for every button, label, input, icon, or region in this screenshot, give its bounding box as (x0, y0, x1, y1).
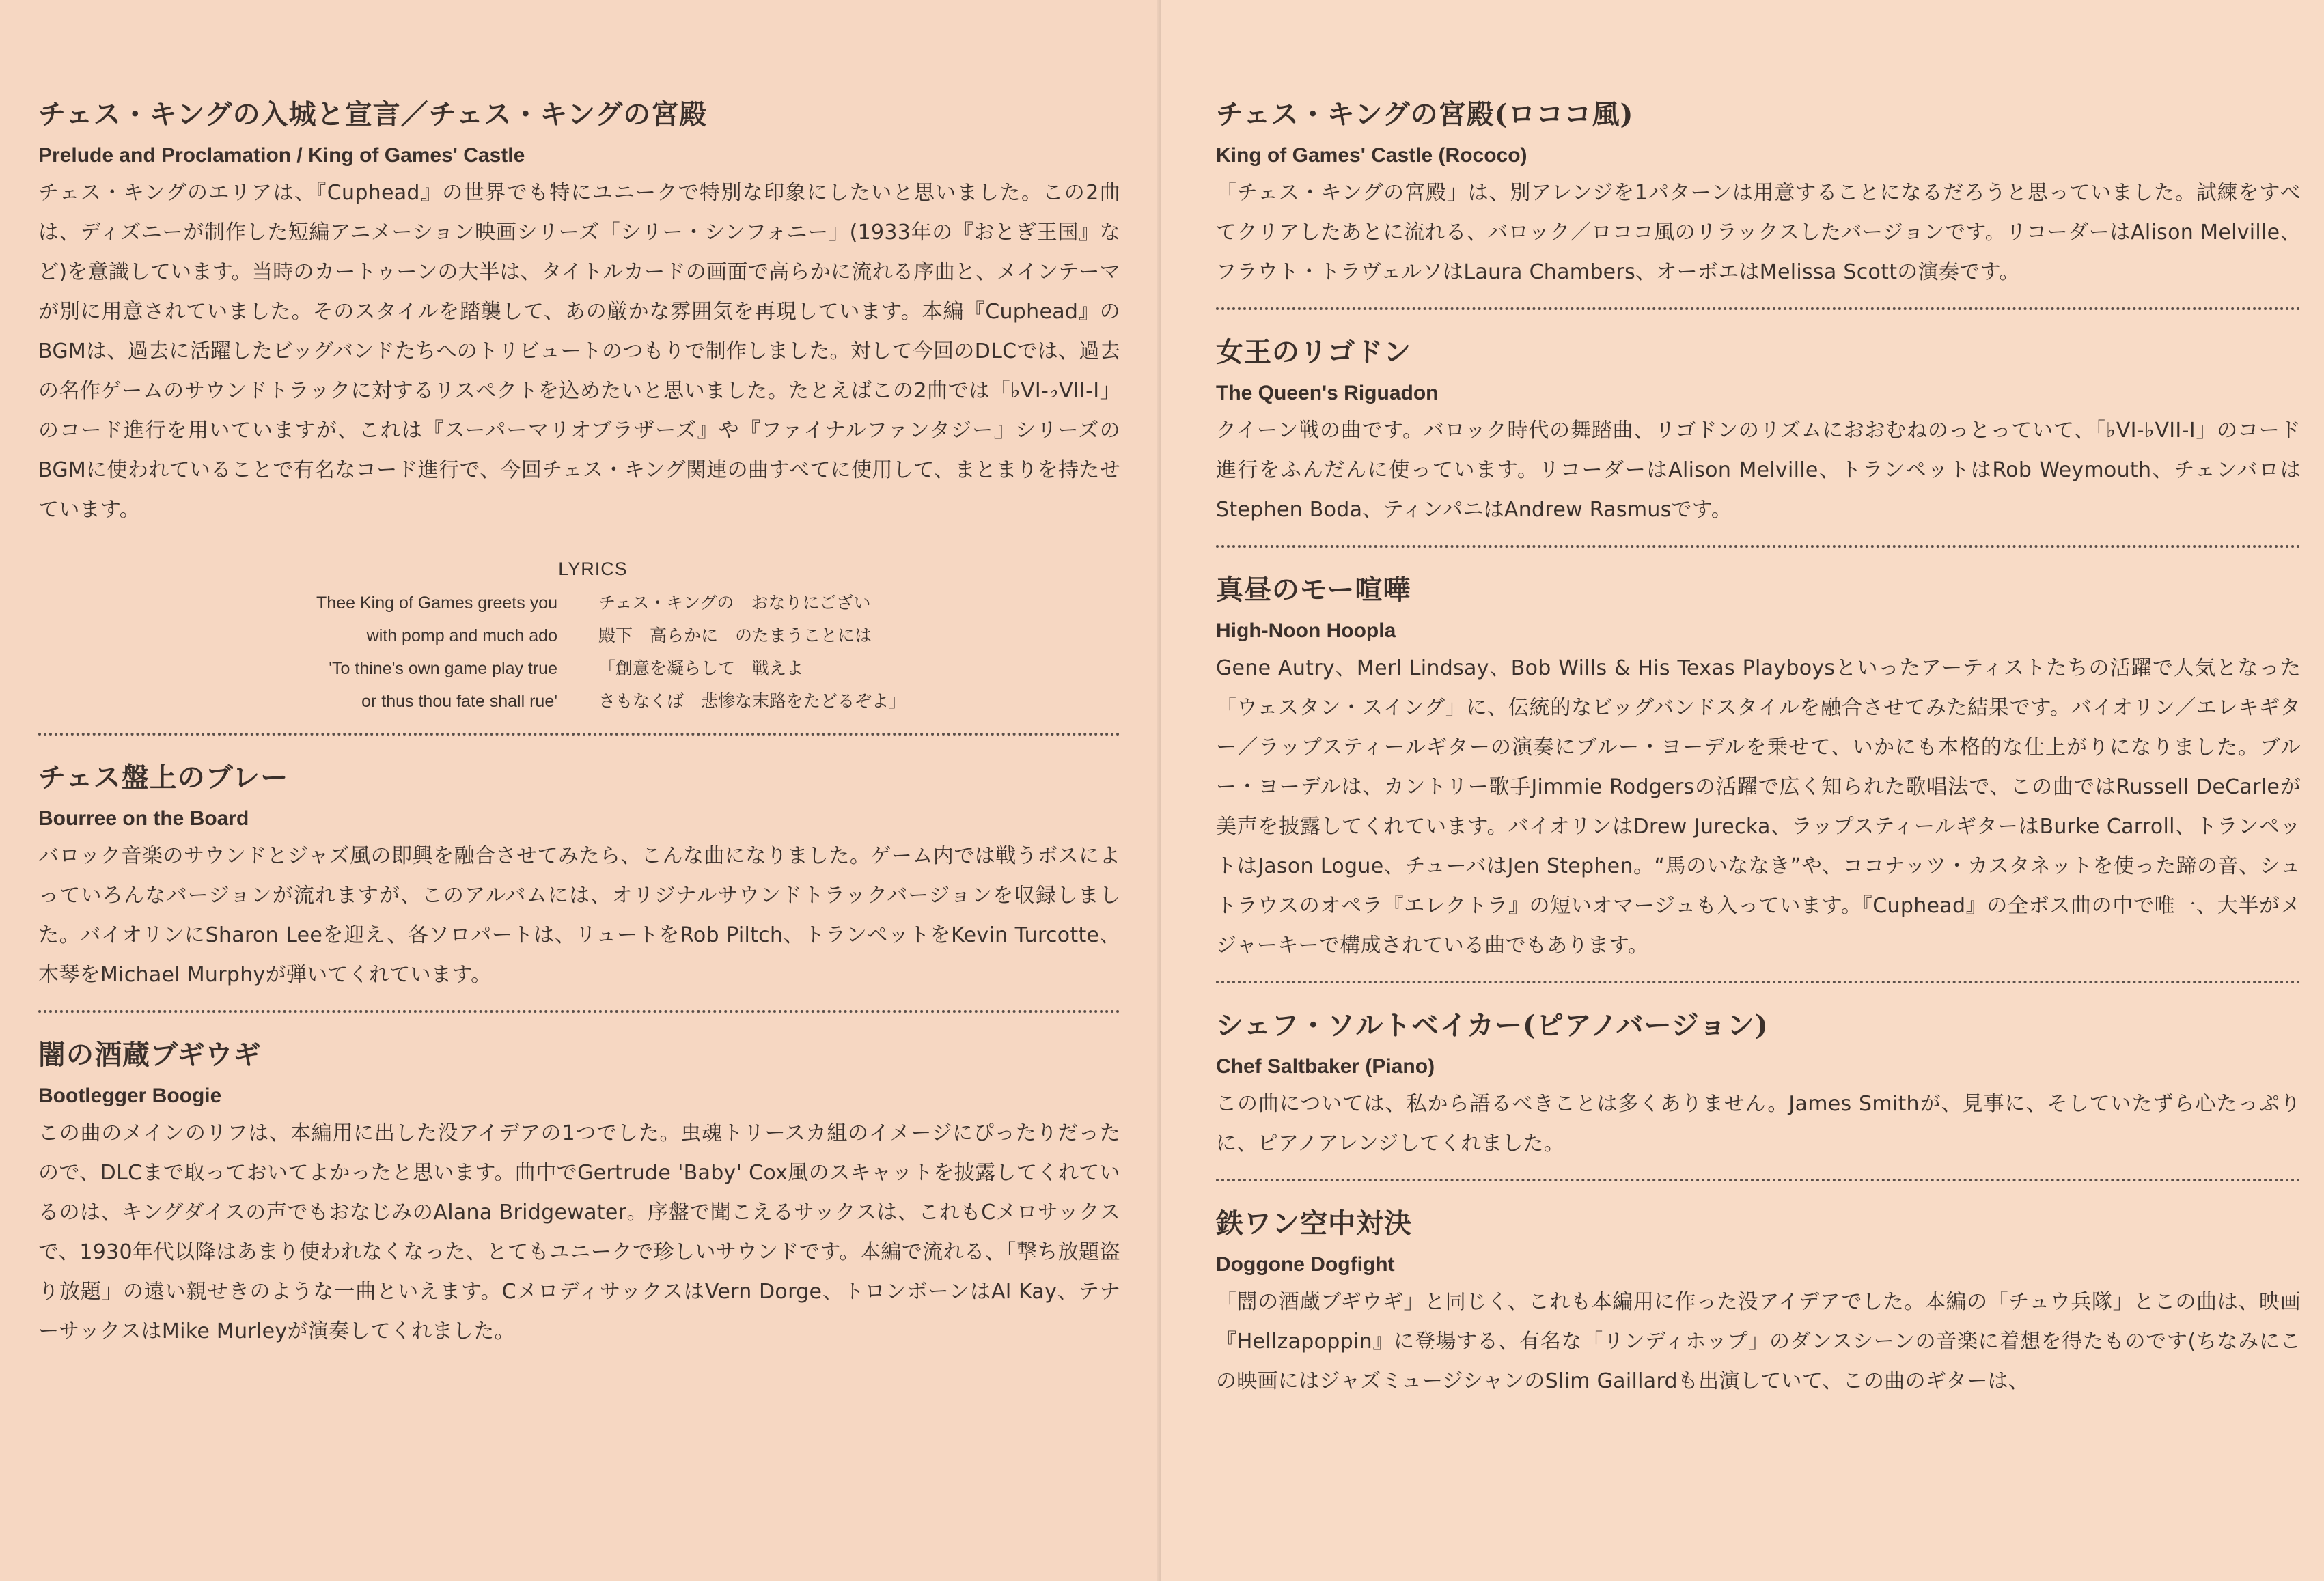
dotted-divider (1216, 545, 2301, 548)
lyric-line-en: Thee King of Games greets you (316, 593, 557, 613)
lyric-line-jp: さもなくば 悲惨な末路をたどるぞよ」 (598, 691, 907, 711)
section-rococo (1216, 93, 2301, 292)
section-dogfight (1216, 1202, 2301, 1401)
lyric-line-en: 'To thine's own game play true (329, 659, 557, 678)
lyric-line-jp: チェス・キングの おなりにござい (598, 593, 871, 613)
section-title: シェフ・ソルトベイカー(ピアノバージョン) (1216, 1009, 1769, 1041)
section-title: 鉄ワン空中対決 (1216, 1207, 1412, 1240)
lyric-line-en: or thus thou fate shall rue' (361, 692, 557, 711)
lyric-line-jp: 殿下 高らかに のたまうことには (598, 626, 872, 645)
section-subtitle: Chef Saltbaker (Piano) (1216, 1055, 1435, 1078)
dotted-divider (38, 1010, 1120, 1013)
section-subtitle: King of Games' Castle (Rococo) (1216, 144, 1527, 167)
lyrics-heading: LYRICS (558, 559, 628, 579)
section-body: Gene Autry、Merl Lindsay、Bob Wills & His Texas Playboysといったアーティストたちの活躍で人気となった「ウェスタン・スイング」に、伝統的なビッグバンドスタイルを融合させてみた結果です。バイオリン／エレキギター／ラップスティールギターの演奏にブルー・ヨーデルを乗せて、いかにも本格的な仕上がりになりました。ブルー・ヨーデルは、カントリー歌手Jimmie Rodgersの活躍で広く知られた歌唱法で、この曲ではRussell DeCarleが美声を披露してくれています。バイオリンはDrew Jurecka、ラップスティールギターはBurke Carroll、トランペットはJason Logue、チューバはJen Stephen。“馬のいななき”や、ココナッツ・カスタネットを使った蹄の音、シュトラウスのオペラ『エレクトラ』の短いオマージュも入っています。『Cuphead』の全ボス曲の中で唯一、大半がメジャーキーで構成されている曲でもあります。 (1216, 656, 2301, 957)
section-subtitle: Prelude and Proclamation / King of Games' Castle (38, 144, 525, 167)
section-body: バロック音楽のサウンドとジャズ風の即興を融合させてみたら、こんな曲になりました。ゲーム内では戦うボスによっていろんなバージョンが流れますが、このアルバムには、オリジナルサウンドトラックバージョンを収録しました。バイオリンにSharon Leeを迎え、各ソロパートは、リュートをRob Piltch、トランペットをKevin Turcotte、木琴をMichael Murphyが弾いてくれています。 (38, 844, 1120, 987)
section-rigaudon (1216, 331, 2301, 530)
dotted-divider (1216, 1179, 2301, 1181)
section-body: チェス・キングのエリアは、『Cuphead』の世界でも特にユニークで特別な印象にしたいと思いました。この2曲は、ディズニーが制作した短編アニメーション映画シリーズ「シリー・シンフォニー」(1933年の『おとぎ王国』など)を意識しています。当時のカートゥーンの大半は、タイトルカードの画面で高らかに流れる序曲と、メインテーマが別に用意されていました。そのスタイルを踏襲して、あの厳かな雰囲気を再現しています。本編『Cuphead』のBGMは、過去に活躍したビッグバンドたちへのトリビュートのつもりで制作しました。対して今回のDLCでは、過去の名作ゲームのサウンドトラックに対するリスペクトを込めたいと思いました。たとえばこの2曲では「♭VI-♭VII-I」のコード進行を用いていますが、これは『スーパーマリオブラザーズ』や『ファイナルファンタジー』シリーズのBGMに使われていることで有名なコード進行で、今回チェス・キング関連の曲すべてに使用して、まとまりを持たせています。 (38, 181, 1120, 522)
lyrics-block (38, 559, 1120, 718)
section-title: 真昼のモー喧嘩 (1216, 574, 1411, 606)
lyric-line-jp: 「創意を凝らして 戦えよ (598, 658, 804, 678)
section-hoopla (1216, 568, 2301, 966)
section-title: 女王のリゴドン (1216, 336, 1412, 368)
dotted-divider (1216, 307, 2301, 310)
section-subtitle: The Queen's Riguadon (1216, 382, 1439, 404)
section-subtitle: High-Noon Hoopla (1216, 619, 1396, 642)
section-title: 闇の酒蔵ブギウギ (38, 1039, 262, 1071)
section-subtitle: Doggone Dogfight (1216, 1253, 1395, 1276)
section-bourree (38, 756, 1120, 995)
dotted-divider (38, 733, 1120, 736)
section-subtitle: Bootlegger Boogie (38, 1085, 222, 1107)
section-body: この曲のメインのリフは、本編用に出した没アイデアの1つでした。虫魂トリースカ組のイメージにぴったりだったので、DLCまで取っておいてよかったと思います。曲中でGertrude 'Baby' Cox風のスキャットを披露してくれているのは、キングダイスの声でもおなじみのAlana Bridgewater。序盤で聞こえるサックスは、これもCメロサックスで、1930年代以降はあまり使われなくなった、とてもユニークで珍しいサウンドです。本編で流れる、「撃ち放題盗り放題」の遠い親せきのような一曲といえます。CメロディサックスはVern Dorge、トロンボーンはAl Kay、テナーサックスはMike Murleyが演奏してくれました。 (38, 1121, 1120, 1343)
left-page (0, 0, 1161, 1581)
section-title: チェス・キングの宮殿(ロココ風) (1216, 98, 1634, 130)
section-saltbaker (1216, 1004, 2301, 1164)
lyrics-english (38, 587, 557, 718)
section-body: 「闇の酒蔵ブギウギ」と同じく、これも本編用に作った没アイデアでした。本編の「チュウ兵隊」とこの曲は、映画『Hellzapoppin』に登場する、有名な「リンディホップ」のダンスシーンの音楽に着想を得たものです(ちなみにこの映画にはジャズミュージシャンのSlim Gaillardも出演していて、この曲のギターは、 (1216, 1290, 2301, 1393)
dotted-divider (1216, 981, 2301, 983)
section-body: クイーン戦の曲です。バロック時代の舞踏曲、リゴドンのリズムにおおむねのっとっていて、「♭VI-♭VII-I」のコード進行をふんだんに使っています。リコーダーはAlison Melville、トランペットはRob Weymouth、チェンバロはStephen Boda、ティンパニはAndrew Rasmusです。 (1216, 419, 2301, 522)
section-title: チェス盤上のブレー (38, 761, 289, 794)
section-bootlegger (38, 1033, 1120, 1352)
right-page (1161, 0, 2324, 1581)
lyrics-japanese (598, 587, 981, 718)
section-subtitle: Bourree on the Board (38, 807, 249, 830)
section-body: 「チェス・キングの宮殿」は、別アレンジを1パターンは用意することになるだろうと思っていました。試練をすべてクリアしたあとに流れる、バロック／ロココ風のリラックスしたバージョンです。リコーダーはAlison Melville、フラウト・トラヴェルソはLaura Chambers、オーボエはMelissa Scottの演奏です。 (1216, 181, 2301, 284)
section-prelude (38, 93, 1120, 530)
section-body: この曲については、私から語るべきことは多くありません。James Smithが、見事に、そしていたずら心たっぷりに、ピアノアレンジしてくれました。 (1216, 1092, 2301, 1156)
lyric-line-en: with pomp and much ado (366, 626, 557, 645)
section-title: チェス・キングの入城と宣言／チェス・キングの宮殿 (38, 98, 708, 130)
